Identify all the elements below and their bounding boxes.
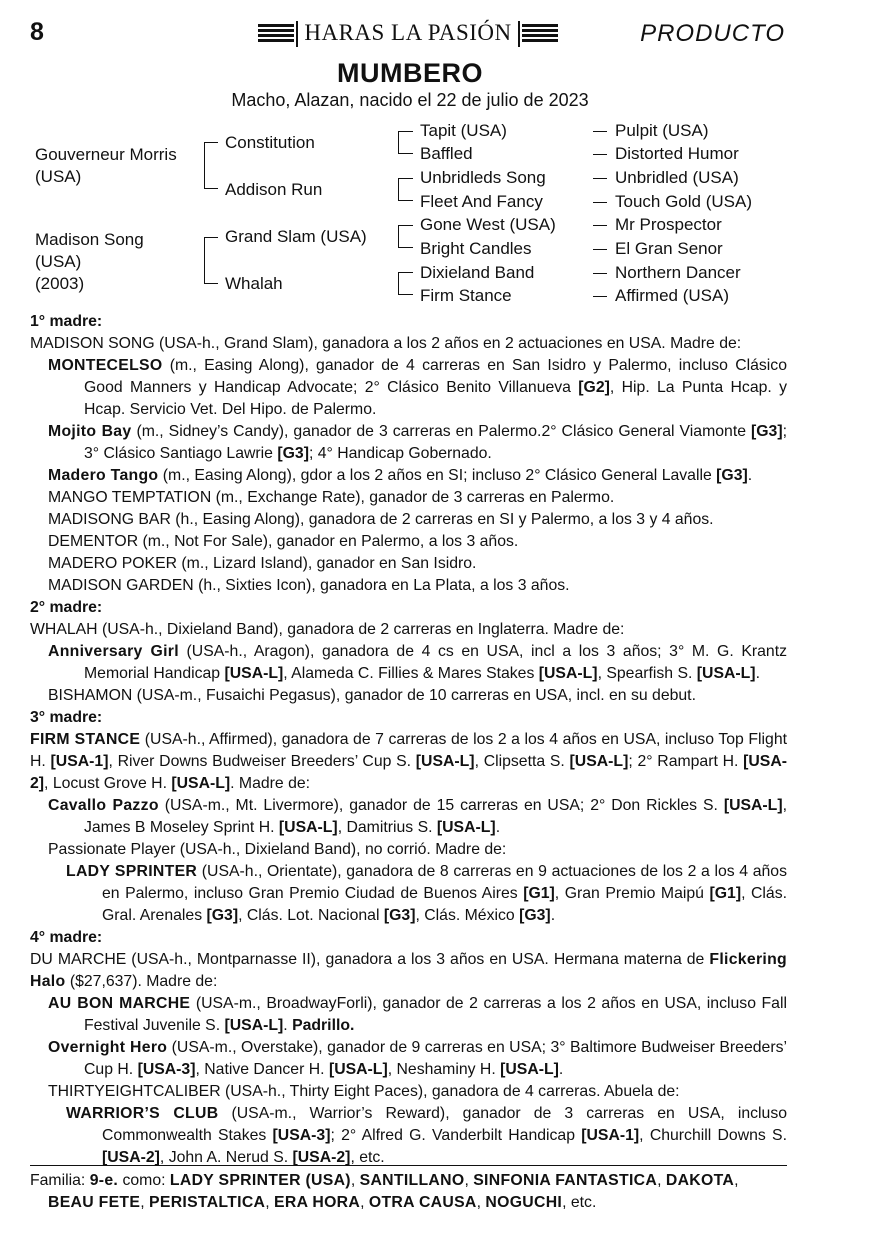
text-run: , <box>360 1194 369 1211</box>
horse-name-bold: Anniversary Girl <box>48 643 179 660</box>
horse-name-bold: Mojito Bay <box>48 423 132 440</box>
produce-entry <box>30 553 787 575</box>
logo-bars-left-icon <box>258 24 294 44</box>
horse-name-bold: WARRIOR’S CLUB <box>66 1105 219 1122</box>
race-grade: [G3] <box>383 907 416 924</box>
race-grade: [USA-L] <box>696 665 756 682</box>
produce-entry <box>30 641 787 685</box>
text-run: , <box>140 1194 150 1211</box>
produce-entry <box>30 839 787 861</box>
pedigree-connector <box>204 142 205 188</box>
pedigree-gen4: El Gran Senor <box>615 239 723 258</box>
section-heading: 4° madre: <box>30 929 103 946</box>
race-grade: [USA-L] <box>569 753 629 770</box>
produce-entry <box>30 993 787 1037</box>
text-run: (USA-h., Aragon), ganadora de 4 cs en USA, incl a los 3 años; 3° M. G. Krantz Memorial Handicap <box>84 643 787 682</box>
text-run: MADISON GARDEN (h., Sixties Icon), ganadora en La Plata, a los 3 años. <box>48 577 570 594</box>
text-run: . <box>495 819 501 836</box>
text-run: , <box>464 1172 474 1189</box>
text-run: , Gran Premio Maipú <box>554 885 710 902</box>
footer-divider <box>30 1165 787 1166</box>
horse-name-bold: AU BON MARCHE <box>48 995 191 1012</box>
family-note <box>30 1170 787 1214</box>
race-grade: [USA-2] <box>102 1149 160 1166</box>
text-run: Familia: <box>30 1172 90 1189</box>
text-run: , John A. Nerud S. <box>159 1149 293 1166</box>
race-grade: [USA-L] <box>436 819 496 836</box>
section-label: PRODUCTO <box>640 20 785 47</box>
horse-name-bold: LADY SPRINTER <box>66 863 198 880</box>
text-run: (USA-m., Warrior’s Reward), ganador de 3 carreras en USA, incluso Commonwealth Stakes <box>102 1105 788 1144</box>
text-run: , Alameda C. Fillies & Mares Stakes <box>283 665 539 682</box>
text-run: MADERO POKER (m., Lizard Island), ganador en San Isidro. <box>48 555 477 572</box>
horse-name-bold: MONTECELSO <box>48 357 163 374</box>
produce-entry <box>30 1037 787 1081</box>
race-grade: [G3] <box>206 907 239 924</box>
pedigree-connector <box>204 237 205 283</box>
pedigree-gen2: Grand Slam (USA) <box>225 227 367 246</box>
race-grade: [USA-L] <box>278 819 338 836</box>
text-run: THIRTYEIGHTCALIBER (USA-h., Thirty Eight Paces), ganadora de 4 carreras. Abuela de: <box>48 1083 680 1100</box>
pedigree-gen3: Tapit (USA) <box>420 121 507 140</box>
text-run: , Clás. Gral. Arenales <box>102 885 788 924</box>
pedigree-dam: Madison Song (USA) (2003) <box>35 230 144 293</box>
race-grade: [USA-1] <box>581 1127 640 1144</box>
family-text <box>30 1170 787 1214</box>
produce-record <box>30 311 787 1169</box>
horse-name: MUMBERO <box>337 58 483 88</box>
text-run: MANGO TEMPTATION (m., Exchange Rate), ganador de 3 carreras en Palermo. <box>48 489 615 506</box>
text-run: ; 2° Alfred G. Vanderbilt Handicap <box>330 1127 582 1144</box>
text-run: , Churchill Downs S. <box>639 1127 787 1144</box>
produce-entry <box>30 685 787 707</box>
pedigree-gen3: Baffled <box>420 144 473 163</box>
horse-name-bold: ERA HORA <box>274 1194 361 1211</box>
text-run: , Clipsetta S. <box>474 753 570 770</box>
pedigree-gen2: Whalah <box>225 274 283 293</box>
pedigree-gen3: Gone West (USA) <box>420 215 556 234</box>
race-grade: [USA-L] <box>723 797 783 814</box>
race-grade: [USA-L] <box>224 665 284 682</box>
text-run: . <box>283 1017 293 1034</box>
pedigree-gen2: Addison Run <box>225 180 323 199</box>
text-run: , James B Moseley Sprint H. <box>84 797 787 836</box>
text-run: BISHAMON (USA-m., Fusaichi Pegasus), ganador de 10 carreras en USA, incl. en su debut. <box>48 687 696 704</box>
horse-name-bold: PERISTALTICA <box>149 1194 266 1211</box>
text-run: DEMENTOR (m., Not For Sale), ganador en Palermo, a los 3 años. <box>48 533 519 550</box>
text-run: (USA-m., Mt. Livermore), ganador de 15 carreras en USA; 2° Don Rickles S. <box>158 797 724 814</box>
text-run: , Spearfish S. <box>597 665 697 682</box>
text-run: (m., Easing Along), gdor a los 2 años en SI; incluso 2° Clásico General Lavalle <box>158 467 717 484</box>
race-grade: [USA-2] <box>292 1149 351 1166</box>
section-heading: 1° madre: <box>30 313 103 330</box>
text-run: , <box>734 1172 739 1189</box>
text-run: . <box>558 1061 564 1078</box>
pedigree-gen4: Mr Prospector <box>615 215 722 234</box>
horse-name-bold: 9-e. <box>89 1172 119 1189</box>
dam-entry <box>30 619 787 641</box>
race-grade: [G1] <box>523 885 555 902</box>
horse-name-bold: NOGUCHI <box>485 1194 563 1211</box>
brand-logo <box>258 17 558 51</box>
horse-name-bold: Overnight Hero <box>48 1039 168 1056</box>
race-grade: [G2] <box>578 379 610 396</box>
produce-entry <box>30 575 787 597</box>
produce-entry <box>30 487 787 509</box>
text-run: , Neshaminy H. <box>387 1061 501 1078</box>
race-grade: Padrillo. <box>292 1017 355 1034</box>
race-grade: [USA-3] <box>137 1061 196 1078</box>
text-run: MADISONG BAR (h., Easing Along), ganadora de 2 carreras en SI y Palermo, a los 3 y 4 años. <box>48 511 714 528</box>
horse-name-bold: LADY SPRINTER (USA) <box>169 1172 351 1189</box>
horse-name-bold: OTRA CAUSA <box>368 1194 477 1211</box>
horse-description: Macho, Alazan, nacido el 22 de julio de 2023 <box>231 90 589 110</box>
race-grade: [USA-L] <box>224 1017 284 1034</box>
horse-name-bold: DAKOTA <box>665 1172 735 1189</box>
text-run: (USA-m., BroadwayForli), ganador de 2 carreras a los 2 años en USA, incluso Fall Festival Juvenile S. <box>84 995 787 1034</box>
race-grade: [G1] <box>709 885 742 902</box>
horse-name-bold: SINFONIA FANTASTICA <box>473 1172 658 1189</box>
text-run: , <box>657 1172 666 1189</box>
horse-name-bold: BEAU FETE <box>48 1194 141 1211</box>
race-grade: [G3] <box>751 423 783 440</box>
text-run: ; 4° Handicap Gobernado. <box>308 445 492 462</box>
dam-entry <box>30 949 787 993</box>
text-run: DU MARCHE (USA-h., Montparnasse II), ganadora a los 3 años en USA. Hermana materna de <box>30 951 710 968</box>
pedigree-gen4: Distorted Humor <box>615 144 739 163</box>
text-run: (m., Sidney’s Candy), ganador de 3 carreras en Palermo.2° Clásico General Viamonte <box>131 423 751 440</box>
text-run: WHALAH (USA-h., Dixieland Band), ganadora de 2 carreras en Inglaterra. Madre de: <box>30 621 625 638</box>
text-run: , Hip. La Punta Hcap. y Hcap. Servicio Vet. Del Hipo. de Palermo. <box>84 379 787 418</box>
race-grade: [USA-L] <box>415 753 475 770</box>
text-run: , <box>265 1194 275 1211</box>
race-grade: [USA-3] <box>272 1127 331 1144</box>
logo-divider-left <box>296 21 298 47</box>
produce-entry <box>30 509 787 531</box>
text-run: , River Downs Budweiser Breeders’ Cup S. <box>108 753 416 770</box>
section-heading: 3° madre: <box>30 709 103 726</box>
text-run: . Madre de: <box>230 775 311 792</box>
text-run: (USA-h., Affirmed), ganadora de 7 carreras de los 2 a los 4 años en USA, incluso Top Flight H. <box>30 731 787 770</box>
text-run: ; 2° Rampart H. <box>628 753 744 770</box>
dam-entry <box>30 729 787 795</box>
pedigree-sire: Gouverneur Morris (USA) <box>35 145 177 186</box>
horse-name-bold: Flickering Halo <box>30 951 787 990</box>
text-run: (USA-m., Overstake), ganador de 9 carreras en USA; 3° Baltimore Budweiser Breeders’ Cup H. <box>84 1039 787 1078</box>
text-run: . <box>550 907 556 924</box>
pedigree-gen4: Pulpit (USA) <box>615 121 709 140</box>
race-grade: [G3] <box>277 445 309 462</box>
text-run: , <box>350 1172 360 1189</box>
race-grade: [G3] <box>519 907 551 924</box>
text-run: , Damitrius S. <box>337 819 437 836</box>
race-grade: [G3] <box>716 467 748 484</box>
produce-entry <box>30 421 787 465</box>
text-run: MADISON SONG (USA-h., Grand Slam), ganadora a los 2 años en 2 actuaciones en USA. Madre de: <box>30 335 742 352</box>
text-run: (m., Easing Along), ganador de 4 carreras en San Isidro y Palermo, incluso Clásico Good Manners y Handicap Advocate; 2° Clásico Benito Villanueva <box>84 357 787 396</box>
race-grade: [USA-L] <box>171 775 231 792</box>
text-run: , <box>476 1194 486 1211</box>
produce-entry <box>30 531 787 553</box>
produce-entry <box>30 465 787 487</box>
text-run: Passionate Player (USA-h., Dixieland Band), no corrió. Madre de: <box>48 841 507 858</box>
produce-entry <box>30 355 787 421</box>
logo-divider-right <box>518 21 520 47</box>
brand-name: HARAS LA PASIÓN <box>304 20 512 45</box>
race-grade: [USA-L] <box>500 1061 559 1078</box>
produce-entry <box>30 1081 787 1103</box>
text-run: ($27,637). Madre de: <box>65 973 218 990</box>
text-run: , etc. <box>350 1149 385 1166</box>
race-grade: [USA-L] <box>538 665 598 682</box>
pedigree-gen4: Affirmed (USA) <box>615 286 729 305</box>
text-run: , etc. <box>562 1194 597 1211</box>
pedigree-gen4: Northern Dancer <box>615 263 741 282</box>
race-grade: [USA-1] <box>50 753 109 770</box>
pedigree-gen2: Constitution <box>225 133 315 152</box>
text-run: , Clás. México <box>415 907 520 924</box>
produce-entry <box>30 795 787 839</box>
section-heading: 2° madre: <box>30 599 103 616</box>
text-run: . <box>755 665 760 682</box>
text-run: . <box>747 467 753 484</box>
pedigree-gen3: Bright Candles <box>420 239 532 258</box>
text-run: ; 3° Clásico Santiago Lawrie <box>84 423 787 462</box>
text-run: , Native Dancer H. <box>195 1061 329 1078</box>
horse-name-bold: FIRM STANCE <box>30 731 141 748</box>
logo-bars-right-icon <box>522 24 558 44</box>
pedigree-gen3: Firm Stance <box>420 286 512 305</box>
horse-name-bold: Madero Tango <box>48 467 159 484</box>
text-run: , Locust Grove H. <box>44 775 172 792</box>
text-run: como: <box>118 1172 170 1189</box>
page-number: 8 <box>30 18 44 46</box>
produce-entry <box>30 1103 787 1169</box>
pedigree-gen3: Fleet And Fancy <box>420 192 543 211</box>
text-run: , Clás. Lot. Nacional <box>238 907 384 924</box>
horse-name-bold: Cavallo Pazzo <box>48 797 159 814</box>
pedigree-gen4: Unbridled (USA) <box>615 168 739 187</box>
pedigree-gen3: Unbridleds Song <box>420 168 546 187</box>
produce-entry <box>30 861 787 927</box>
pedigree-gen4: Touch Gold (USA) <box>615 192 752 211</box>
pedigree-gen3: Dixieland Band <box>420 263 535 282</box>
race-grade: [USA-L] <box>328 1061 388 1078</box>
dam-entry <box>30 333 787 355</box>
horse-name-bold: SANTILLANO <box>359 1172 465 1189</box>
text-run: (USA-h., Orientate), ganadora de 8 carreras en 9 actuaciones de los 2 a los 4 años en Palermo, incluso Gran Premio Ciudad de Buenos Aires <box>102 863 787 902</box>
race-grade: [USA-2] <box>30 753 787 792</box>
